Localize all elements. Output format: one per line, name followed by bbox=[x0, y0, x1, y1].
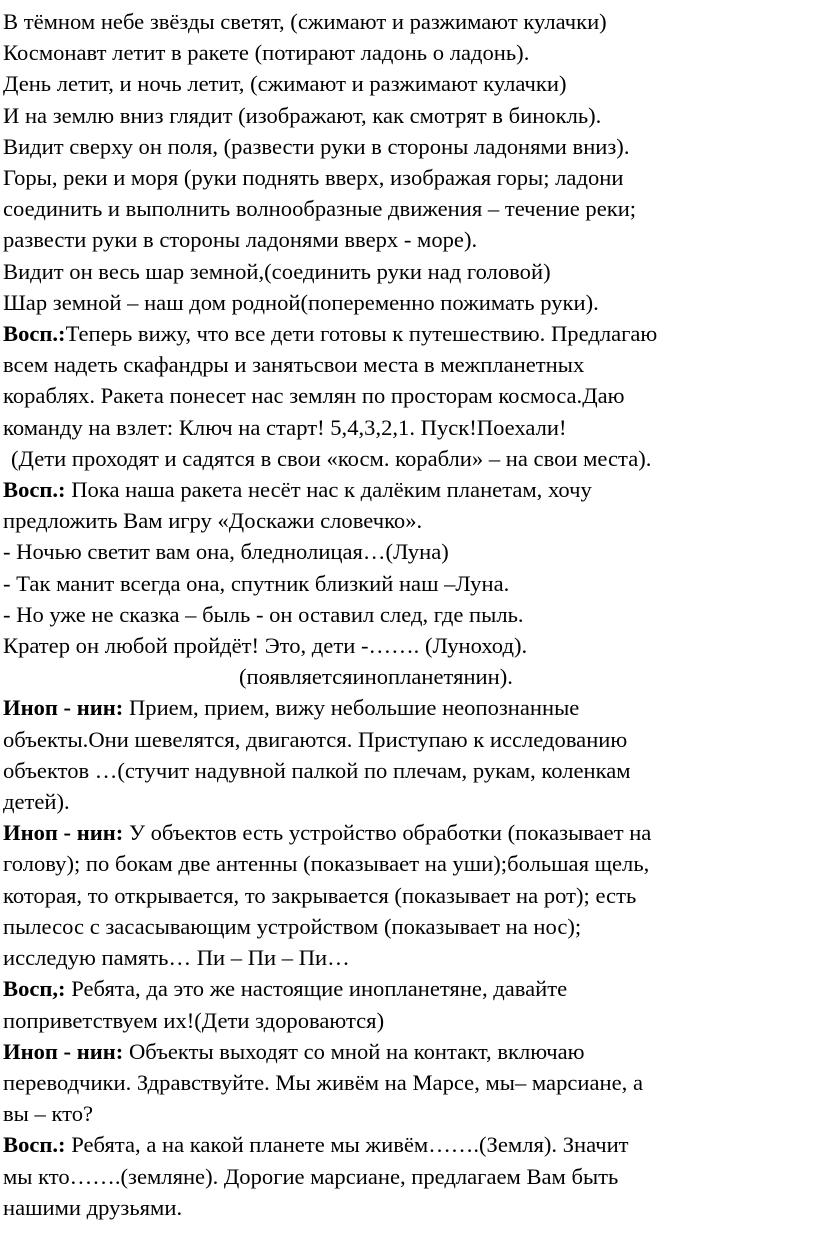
text-line: Шар земной – наш дом родной(попеременно пожимать руки). bbox=[3, 289, 599, 315]
speaker-line bbox=[3, 474, 816, 505]
text-line: И на землю вниз глядит (изображают, как смотрят в бинокль). bbox=[3, 102, 602, 128]
text-line: которая, то открывается, то закрывается (показывает на рот); есть bbox=[3, 882, 637, 908]
speaker-text: Пока наша ракета несёт нас к далёким планетам, хочу bbox=[65, 477, 592, 503]
text-line: Горы, реки и моря (руки поднять вверх, изображая горы; ладони bbox=[3, 165, 624, 191]
text-line: голову); по бокам две антенны (показывает на уши);большая щель, bbox=[3, 851, 650, 877]
speaker-label: Восп.: bbox=[3, 321, 66, 347]
speaker-text: У объектов есть устройство обработки (показывает на bbox=[123, 820, 652, 846]
speaker-line bbox=[3, 817, 816, 848]
speaker-line bbox=[3, 692, 816, 723]
text-line: пылесос с засасывающим устройством (показывает на нос); bbox=[3, 913, 582, 939]
text-line: Космонавт летит в ракете (потирают ладонь о ладонь). bbox=[3, 40, 530, 66]
speaker-text: Теперь вижу, что все дети готовы к путешествию. Предлагаю bbox=[65, 321, 658, 347]
stage-direction: (Дети проходят и садятся в свои «косм. корабли» – на свои места). bbox=[11, 445, 652, 471]
speaker-line bbox=[3, 1036, 816, 1067]
text-line: переводчики. Здравствуйте. Мы живём на Марсе, мы– марсиане, а bbox=[3, 1069, 643, 1095]
text-line: День летит, и ночь летит, (сжимают и разжимают кулачки) bbox=[3, 71, 567, 97]
riddle-line: - Но уже не сказка – быль - он оставил след, где пыль. bbox=[3, 601, 524, 627]
speaker-text: Объекты выходят со мной на контакт, включаю bbox=[123, 1038, 585, 1064]
speaker-label: Восп,: bbox=[3, 976, 66, 1002]
speaker-label: Иноп - нин: bbox=[3, 820, 124, 846]
speaker-line bbox=[3, 973, 816, 1004]
speaker-line bbox=[3, 1129, 816, 1160]
speaker-label: Иноп - нин: bbox=[3, 1038, 124, 1064]
riddle-line: Кратер он любой пройдёт! Это, дети -……. (Луноход). bbox=[3, 633, 528, 659]
text-line: исследую память… Пи – Пи – Пи… bbox=[3, 945, 350, 971]
riddle-line: - Так манит всегда она, спутник близкий наш –Луна. bbox=[3, 570, 510, 596]
text-line: кораблях. Ракета понесет нас землян по просторам космоса.Даю bbox=[3, 383, 625, 409]
text-line: соединить и выполнить волнообразные движения – течение реки; bbox=[3, 196, 637, 222]
stage-direction: (появляетсяинопланетянин). bbox=[239, 664, 513, 690]
speaker-line bbox=[3, 318, 816, 349]
speaker-text: Ребята, да это же настоящие инопланетяне, давайте bbox=[65, 976, 568, 1002]
text-line: В тёмном небе звёзды светят, (сжимают и разжимают кулачки) bbox=[3, 9, 607, 34]
text-line: поприветствуем их!(Дети здороваются) bbox=[3, 1007, 385, 1033]
text-line: предложить Вам игру «Доскажи словечко». bbox=[3, 508, 423, 534]
text-line: Видит он весь шар земной,(соединить руки над головой) bbox=[3, 258, 551, 284]
text-line: вы – кто? bbox=[3, 1101, 94, 1127]
text-line: объектов …(стучит надувной палкой по плечам, рукам, коленкам bbox=[3, 757, 631, 783]
speaker-label: Иноп - нин: bbox=[3, 695, 124, 721]
text-line: Видит сверху он поля, (развести руки в стороны ладонями вниз). bbox=[3, 133, 630, 159]
speaker-label: Восп.: bbox=[3, 477, 66, 503]
riddle-line: - Ночью светит вам она, бледнолицая…(Луна) bbox=[3, 539, 449, 565]
speaker-label: Восп.: bbox=[3, 1132, 66, 1158]
text-line: объекты.Они шевелятся, двигаются. Приступаю к исследованию bbox=[3, 726, 628, 752]
speaker-text: Ребята, а на какой планете мы живём…….(Земля). Значит bbox=[65, 1132, 629, 1158]
speaker-text: Прием, прием, вижу небольшие неопознанные bbox=[123, 695, 580, 721]
text-line: всем надеть скафандры и занятьсвои места в межпланетных bbox=[3, 352, 585, 378]
text-line: развести руки в стороны ладонями вверх - море). bbox=[3, 227, 478, 253]
text-line: команду на взлет: Ключ на старт! 5,4,3,2,1. Пуск!Поехали! bbox=[3, 414, 567, 440]
text-line: детей). bbox=[3, 789, 70, 815]
text-line: мы кто…….(земляне). Дорогие марсиане, предлагаем Вам быть bbox=[3, 1163, 619, 1189]
text-line: нашими друзьями. bbox=[3, 1194, 183, 1220]
